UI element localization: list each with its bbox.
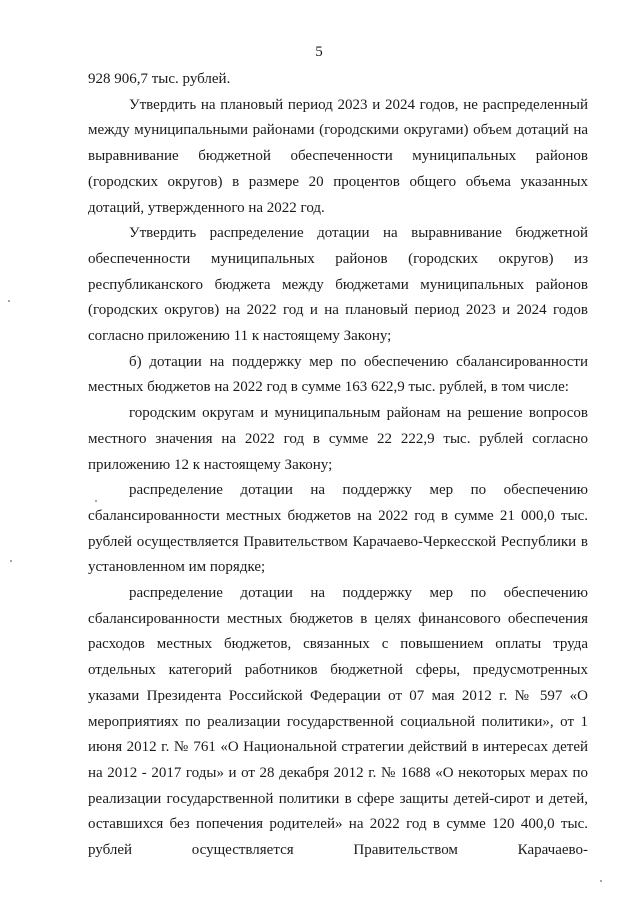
scan-speck <box>95 500 97 502</box>
scan-speck <box>8 300 10 302</box>
paragraph-city-districts: городским округам и муниципальным районам на решение вопросов местного значения на 2022 год в сумме 22 222,9 тыс. рублей согласно приложению 12 к настоящему Закону; <box>88 405 588 473</box>
paragraph-subsidies-b: б) дотации на поддержку мер по обеспечению сбалансированности местных бюджетов на 2022 год в сумме 163 622,9 тыс. рублей, в том числе: <box>88 353 588 396</box>
scan-speck <box>600 880 602 882</box>
paragraph-decrees: распределение дотации на поддержку мер по обеспечению сбалансированности местных бюджетов в целях финансового обеспечения расходов местных бюджетов, связанных с повышением оплаты труда отдельных категорий работников бюджетной сферы, предусмотренных указами Президента Российской Федерации от 07 мая 2012 г. № 597 «О мероприятиях по реализации государственной социальной политики», от 1 июня 2012 г. № 761 «О Национальной стратегии действий в интересах детей на 2012 - 2017 годы» и от 28 декабря 2012 г. № 1688 «О некоторых мерах по реализации государственной политики в сфере защиты детей-сирот и детей, оставшихся без попечения родителей» на 2022 год в сумме 120 400,0 тыс. рублей осуществляется Правительством Карачаево- <box>88 585 588 859</box>
paragraph-distribution-government: распределение дотации на поддержку мер по обеспечению сбалансированности местных бюджетов на 2022 год в сумме 21 000,0 тыс. рублей осуществляется Правительством Карачаево-Черкесской Республики в установленном им порядке; <box>88 482 588 576</box>
scan-speck <box>10 560 12 562</box>
document-body <box>88 67 588 864</box>
paragraph-continuation: 928 906,7 тыс. рублей. <box>88 71 231 87</box>
paragraph-distribution: Утвердить распределение дотации на выравнивание бюджетной обеспеченности муниципальных районов (городских округов) из республиканского бюджета между бюджетами муниципальных районов (городских округов) на 2022 год и на плановый период 2023 и 2024 годов согласно приложению 11 к настоящему Закону; <box>88 225 588 345</box>
paragraph-planning-period: Утвердить на плановый период 2023 и 2024 годов, не распределенный между муниципальными районами (городскими округами) объем дотаций на выравнивание бюджетной обеспеченности муниципальных районов (городских округов) в размере 20 процентов общего объема указанных дотаций, утвержденного на 2022 год. <box>88 96 588 216</box>
page-number: 5 <box>315 44 323 60</box>
